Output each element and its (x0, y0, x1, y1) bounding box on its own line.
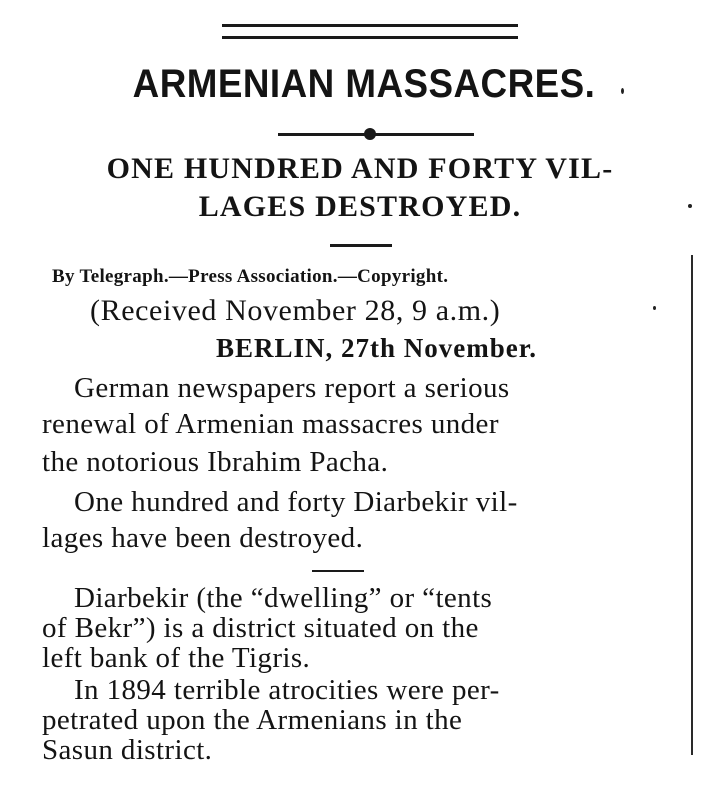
paragraph-4-line-3: Sasun district. (42, 734, 213, 766)
subheadline-line-1: ONE HUNDRED AND FORTY VIL- (106, 152, 614, 185)
top-rule-lower (222, 36, 518, 39)
paragraph-3-line-1: Diarbekir (the “dwelling” or “tents (74, 582, 493, 614)
byline: By Telegraph.—Press Association.—Copyright. (52, 266, 449, 287)
top-rule-upper (222, 24, 518, 27)
subheadline-line-2: LAGES DESTROYED. (198, 190, 522, 223)
column-edge-line (691, 255, 693, 755)
paragraph-break-mark (312, 570, 364, 572)
print-speck (688, 204, 692, 208)
print-speck (653, 306, 656, 310)
paragraph-1-line-3: the notorious Ibrahim Pacha. (42, 446, 389, 478)
received-line: (Received November 28, 9 a.m.) (90, 294, 501, 327)
dateline: BERLIN, 27th November. (216, 333, 538, 363)
paragraph-4-line-1: In 1894 terrible atrocities were per- (74, 674, 500, 706)
paragraph-1-line-2: renewal of Armenian massacres under (42, 408, 499, 440)
paragraph-1-line-1: German newspapers report a serious (74, 372, 510, 404)
paragraph-3-line-3: left bank of the Tigris. (42, 642, 311, 674)
paragraph-2-line-1: One hundred and forty Diarbekir vil- (74, 486, 518, 518)
subheadline (30, 150, 690, 226)
print-speck (621, 88, 624, 94)
paragraph-3-line-2: of Bekr”) is a district situated on the (42, 612, 479, 644)
paragraph-2-line-2: lages have been destroyed. (42, 522, 364, 554)
short-rule (330, 244, 392, 247)
headline: ARMENIAN MASSACRES. (132, 62, 596, 106)
paragraph-4-line-2: petrated upon the Armenians in the (42, 704, 463, 736)
dash-ornament (0, 124, 728, 144)
